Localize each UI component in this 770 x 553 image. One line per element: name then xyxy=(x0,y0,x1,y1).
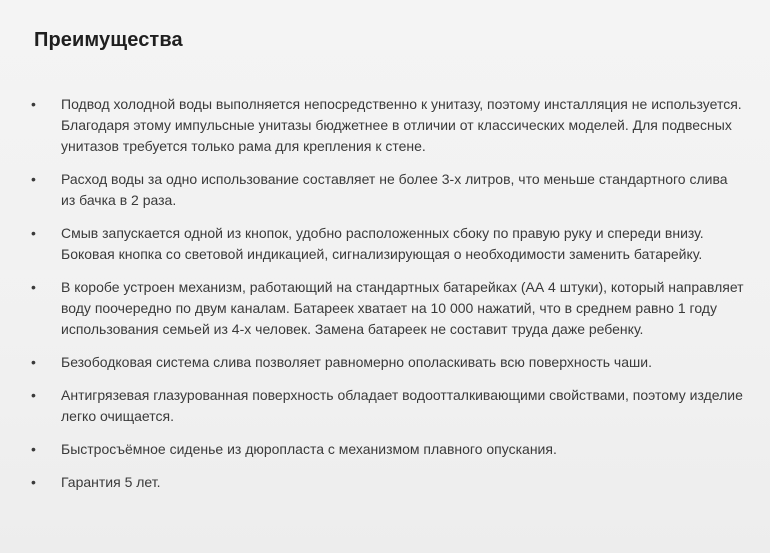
bullet-item xyxy=(0,277,770,340)
bullet-dot-icon: • xyxy=(31,474,36,490)
bullet-text: В коробе устроен механизм, работающий на стандартных батарейках (АА 4 штуки), который направляет воду поочередно по двум каналам. Батареек хватает на 10 000 нажатий, что в среднем равно 1 году использования семьей из 4-х человек. Замена батареек не составит труда даже ребенку. xyxy=(61,279,744,337)
slide-title: Преимущества xyxy=(34,29,183,51)
bullet-item xyxy=(0,472,770,493)
bullet-item xyxy=(0,385,770,427)
advantages-list xyxy=(0,94,770,505)
bullet-item xyxy=(0,223,770,265)
bullet-dot-icon: • xyxy=(31,96,36,112)
bullet-text: Подвод холодной воды выполняется непосредственно к унитазу, поэтому инсталляция не используется. Благодаря этому импульсные унитазы бюджетнее в отличии от классических моделей. Для подвесных унитазов требуется только рама для крепления к стене. xyxy=(61,96,742,154)
bullet-dot-icon: • xyxy=(31,387,36,403)
bullet-text: Гарантия 5 лет. xyxy=(61,474,161,490)
bullet-text: Безободковая система слива позволяет равномерно ополаскивать всю поверхность чаши. xyxy=(61,354,652,370)
bullet-item xyxy=(0,439,770,460)
bullet-dot-icon: • xyxy=(31,225,36,241)
bullet-text: Расход воды за одно использование составляет не более 3-х литров, что меньше стандартного слива из бачка в 2 раза. xyxy=(61,171,728,208)
bullet-text: Смыв запускается одной из кнопок, удобно расположенных сбоку по правую руку и спереди внизу. Боковая кнопка со световой индикацией, сигнализирующая о необходимости заменить батарейку. xyxy=(61,225,704,262)
bullet-item xyxy=(0,94,770,157)
bullet-dot-icon: • xyxy=(31,279,36,295)
bullet-dot-icon: • xyxy=(31,354,36,370)
bullet-dot-icon: • xyxy=(31,171,36,187)
bullet-item xyxy=(0,352,770,373)
bullet-dot-icon: • xyxy=(31,441,36,457)
bullet-item xyxy=(0,169,770,211)
bullet-text: Антигрязевая глазурованная поверхность обладает водоотталкивающими свойствами, поэтому изделие легко очищается. xyxy=(61,387,743,424)
bullet-text: Быстросъёмное сиденье из дюропласта с механизмом плавного опускания. xyxy=(61,441,557,457)
